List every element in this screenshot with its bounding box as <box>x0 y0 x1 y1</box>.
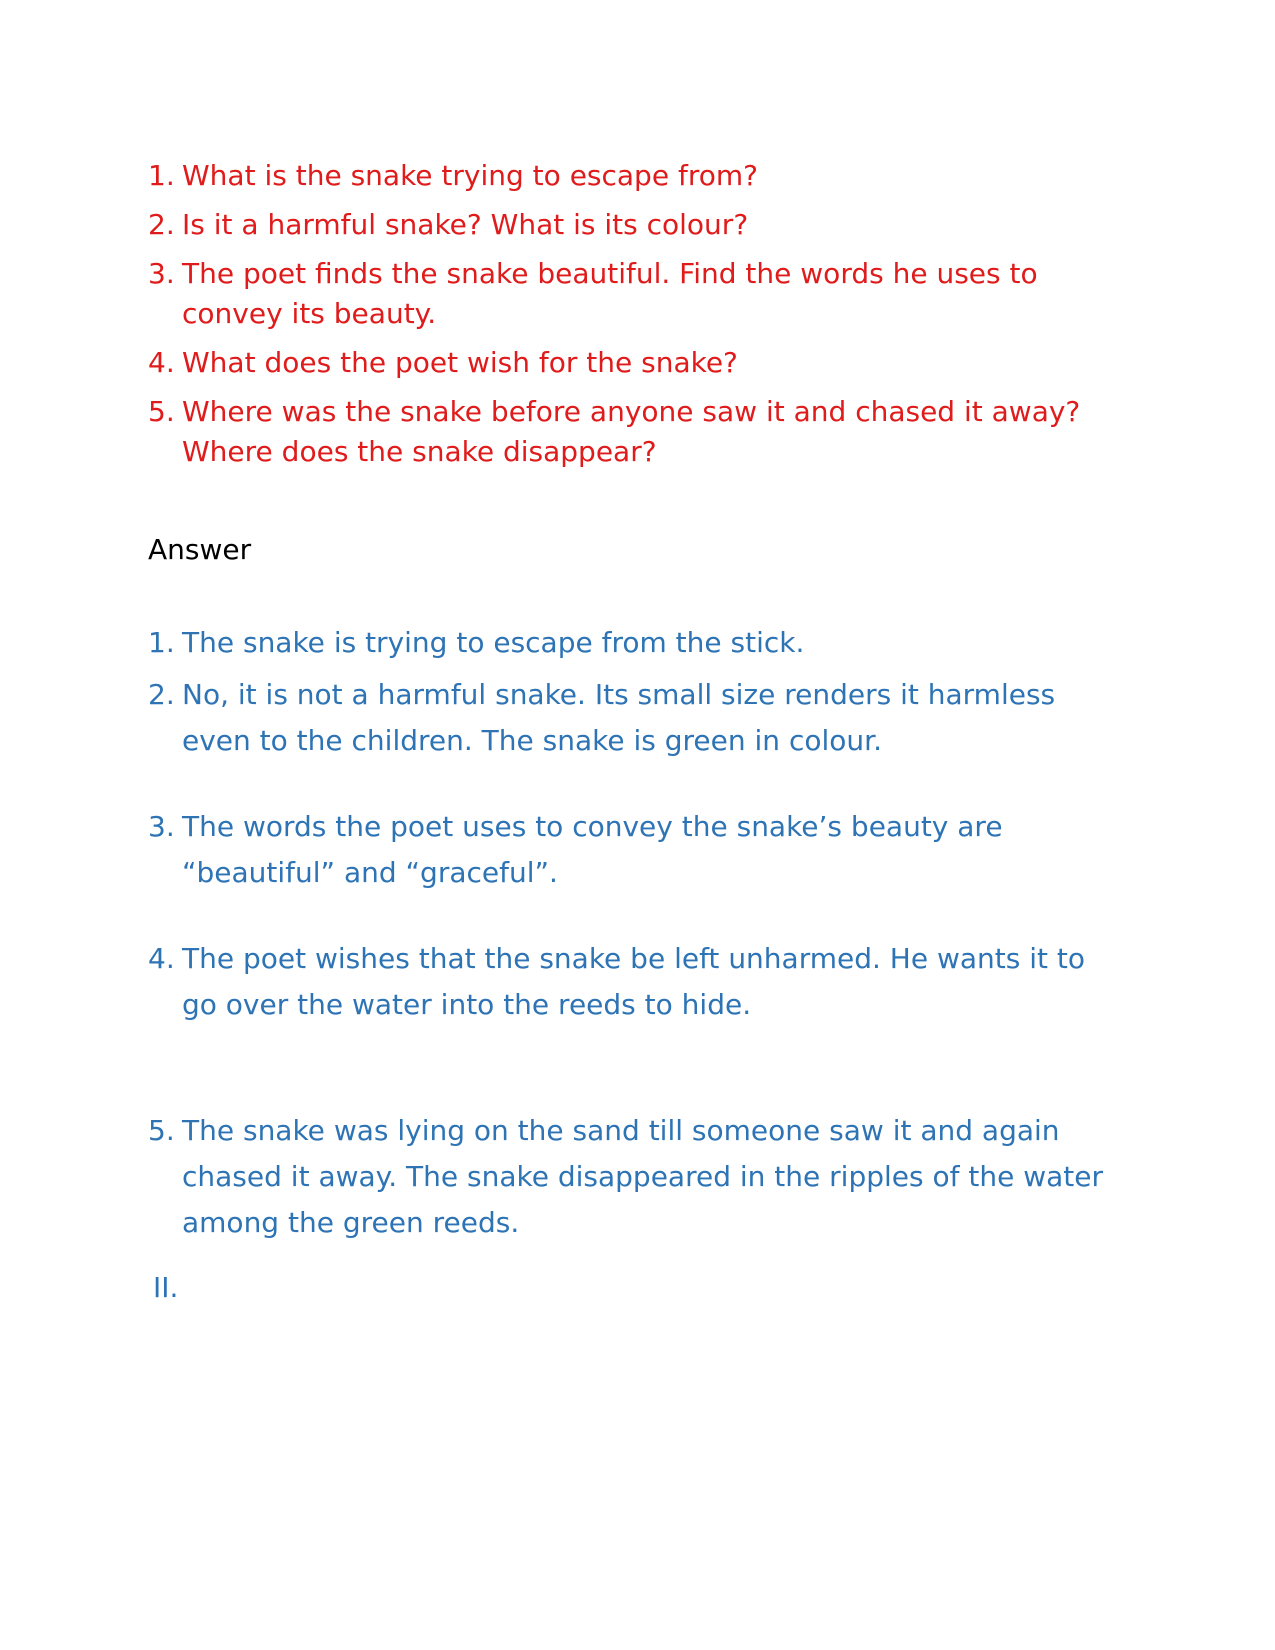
answer-heading: Answer <box>148 533 252 566</box>
answer-number: 2. <box>148 678 175 711</box>
answer-item-3 <box>148 804 1108 896</box>
question-number: 5. <box>148 395 175 428</box>
question-text: What is the snake trying to escape from? <box>182 159 758 192</box>
question-number: 4. <box>148 346 175 379</box>
answer-text: No, it is not a harmful snake. Its small size renders it harmless even to the children. The snake is green in colour. <box>182 678 1056 757</box>
answer-text: The snake is trying to escape from the stick. <box>182 626 805 659</box>
answer-list <box>148 620 1108 1246</box>
question-text: What does the poet wish for the snake? <box>182 346 738 379</box>
answer-text: The snake was lying on the sand till someone saw it and again chased it away. The snake disappeared in the ripples of the water among the green reeds. <box>182 1114 1104 1239</box>
question-number: 1. <box>148 159 175 192</box>
answer-number: 5. <box>148 1114 175 1147</box>
question-number: 2. <box>148 208 175 241</box>
question-item-1 <box>148 156 1108 196</box>
question-item-3 <box>148 254 1108 334</box>
answer-text: The poet wishes that the snake be left unharmed. He wants it to go over the water into the reeds to hide. <box>182 942 1086 1021</box>
answer-text: The words the poet uses to convey the snake’s beauty are “beautiful” and “graceful”. <box>182 810 1003 889</box>
answer-item-5 <box>148 1108 1108 1246</box>
question-list <box>148 156 1108 481</box>
question-text: The poet finds the snake beautiful. Find the words he uses to convey its beauty. <box>182 257 1038 330</box>
answer-item-4 <box>148 936 1108 1028</box>
question-item-4 <box>148 343 1108 383</box>
question-number: 3. <box>148 257 175 290</box>
answer-item-2 <box>148 672 1108 764</box>
section-marker: II. <box>153 1271 179 1304</box>
question-text: Is it a harmful snake? What is its colour? <box>182 208 749 241</box>
question-text: Where was the snake before anyone saw it and chased it away? Where does the snake disappear? <box>182 395 1081 468</box>
answer-number: 4. <box>148 942 175 975</box>
question-item-5 <box>148 392 1108 472</box>
question-item-2 <box>148 205 1108 245</box>
answer-number: 1. <box>148 626 175 659</box>
answer-item-1 <box>148 620 1108 666</box>
answer-number: 3. <box>148 810 175 843</box>
